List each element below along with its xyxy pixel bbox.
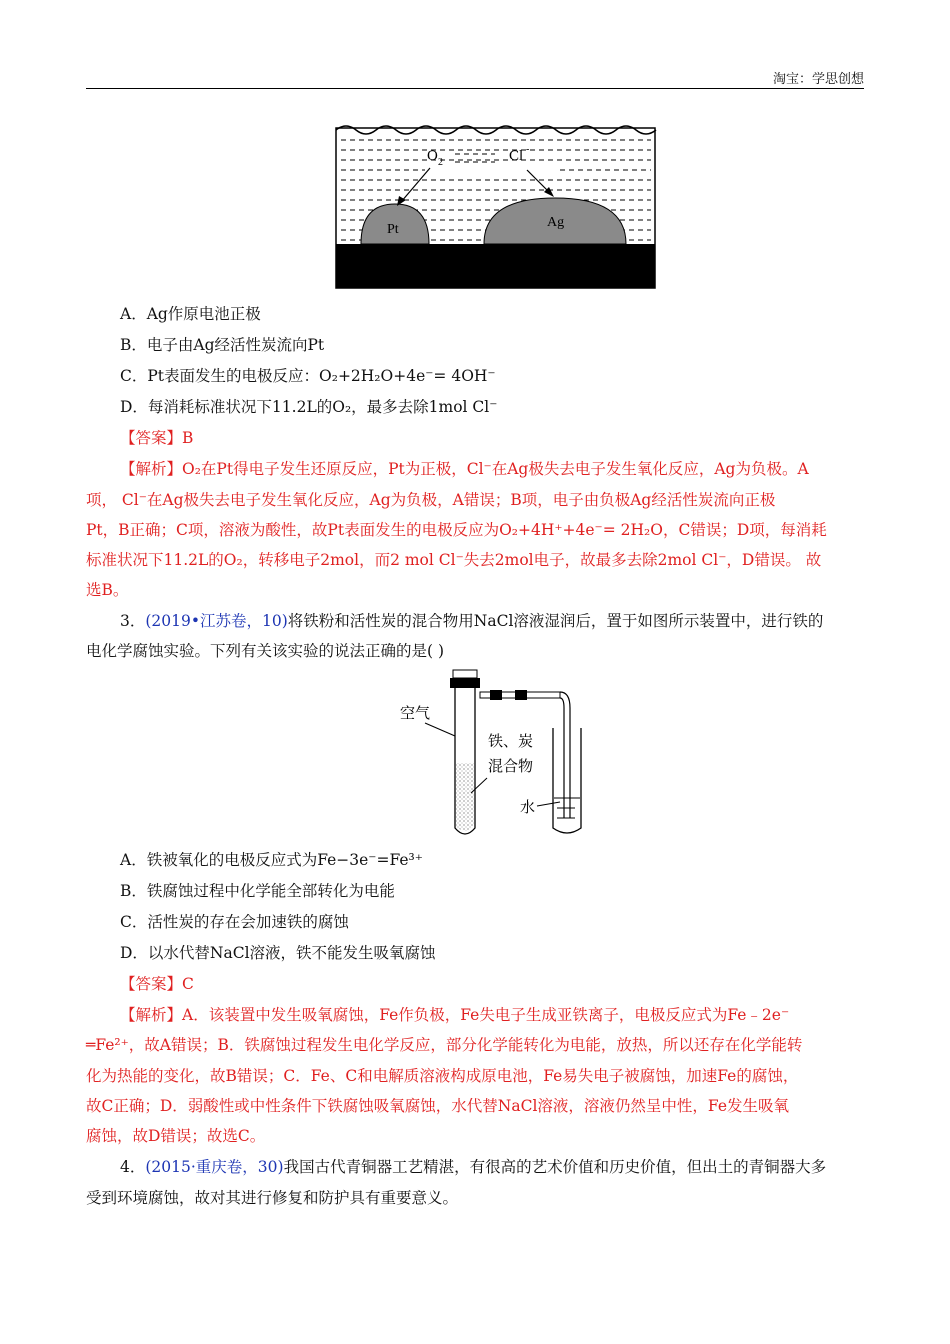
mixture-label-1: 铁、炭 — [488, 732, 534, 750]
q2-analysis-line: 项， Cl⁻在Ag极失去电子发生氧化反应，Ag为负极，A错误；B项，电子由负极Ag经活性炭流向正极 — [86, 491, 776, 509]
q4-stem-line1: 4．(2015·重庆卷，30)我国古代青铜器工艺精湛，有很高的艺术价值和历史价值，但出土的青铜器大多 — [120, 1158, 827, 1176]
corrosion-diagram-figure — [335, 120, 657, 290]
water-label: 水 — [520, 798, 536, 816]
header-text: 淘宝：学思创想 — [772, 72, 864, 87]
q2-analysis-line: 【解析】O₂在Pt得电子发生还原反应，Pt为正极，Cl⁻在Ag极失去电子发生氧化反应，Ag为负极。A — [120, 460, 809, 478]
mixture-label-2: 混合物 — [488, 757, 534, 775]
q2-answer: 【答案】B — [120, 429, 194, 447]
q2-option-d: D．每消耗标准状况下11.2L的O₂，最多去除1mol Cl⁻ — [120, 398, 498, 416]
air-label: 空气 — [400, 704, 431, 722]
q3-analysis-line: ═Fe²⁺，故A错误；B．铁腐蚀过程发生电化学反应，部分化学能转化为电能，放热，所以还存在化学能转 — [86, 1036, 803, 1054]
q2-option-c: C．Pt表面发生的电极反应：O₂+2H₂O+4e⁻= 4OH⁻ — [120, 367, 496, 385]
beaker-tube — [553, 728, 581, 833]
o2-label: O — [427, 148, 438, 164]
svg-text:-: - — [526, 144, 530, 155]
q2-option-b: B．电子由Ag经活性炭流向Pt — [120, 336, 325, 354]
q3-analysis-line: 故C正确；D．弱酸性或中性条件下铁腐蚀吸氧腐蚀，水代替NaCl溶液，溶液仍然呈中性，Fe发生吸氧 — [86, 1097, 789, 1115]
cl-label: Cl — [509, 148, 524, 164]
q3-option-b: B．铁腐蚀过程中化学能全部转化为电能 — [120, 882, 395, 900]
q3-analysis-line: 腐蚀，故D错误；故选C。 — [86, 1127, 266, 1145]
q3-answer: 【答案】C — [120, 975, 194, 993]
q2-analysis-line: Pt，B正确；C项，溶液为酸性，故Pt表面发生的电极反应为O₂+4H⁺+4e⁻= 2H₂O，C错误；D项，每消耗 — [86, 521, 827, 539]
q3-source: (2019•江苏卷，10) — [145, 612, 288, 630]
page-header — [86, 66, 864, 89]
ag-label: Ag — [547, 215, 565, 230]
q3-stem-line2: 电化学腐蚀实验。下列有关该实验的说法正确的是( ) — [86, 642, 445, 660]
svg-text:2: 2 — [438, 157, 443, 168]
q4-stem-line2: 受到环境腐蚀，故对其进行修复和防护具有重要意义。 — [86, 1189, 459, 1207]
q3-option-c: C．活性炭的存在会加速铁的腐蚀 — [120, 913, 349, 931]
q2-analysis-line: 选B。 — [86, 581, 129, 599]
metal-base — [336, 244, 655, 288]
q2-option-a: A．Ag作原电池正极 — [120, 305, 261, 323]
q4-source: (2015·重庆卷，30) — [145, 1158, 284, 1176]
q3-option-d: D．以水代替NaCl溶液，铁不能发生吸氧腐蚀 — [120, 944, 436, 962]
q3-analysis-line: 化为热能的变化，故B错误；C．Fe、C和电解质溶液构成原电池，Fe易失电子被腐蚀，加速Fe的腐蚀， — [86, 1067, 799, 1085]
q3-stem-line1: 3．(2019•江苏卷，10)将铁粉和活性炭的混合物用NaCl溶液湿润后，置于如图所示装置中，进行铁的 — [120, 612, 824, 630]
stopper — [450, 678, 480, 688]
apparatus-figure — [395, 668, 595, 840]
q3-option-a: A．铁被氧化的电极反应式为Fe−3e⁻=Fe³⁺ — [120, 851, 423, 869]
q3-analysis-line: 【解析】A．该装置中发生吸氧腐蚀，Fe作负极，Fe失电子生成亚铁离子，电极反应式为Fe﹣2e⁻ — [120, 1006, 790, 1024]
pt-label: Pt — [387, 222, 399, 237]
q2-analysis-line: 标准状况下11.2L的O₂，转移电子2mol，而2 mol Cl⁻失去2mol电子，故最多去除2mol Cl⁻，D错误。 故 — [86, 551, 822, 569]
